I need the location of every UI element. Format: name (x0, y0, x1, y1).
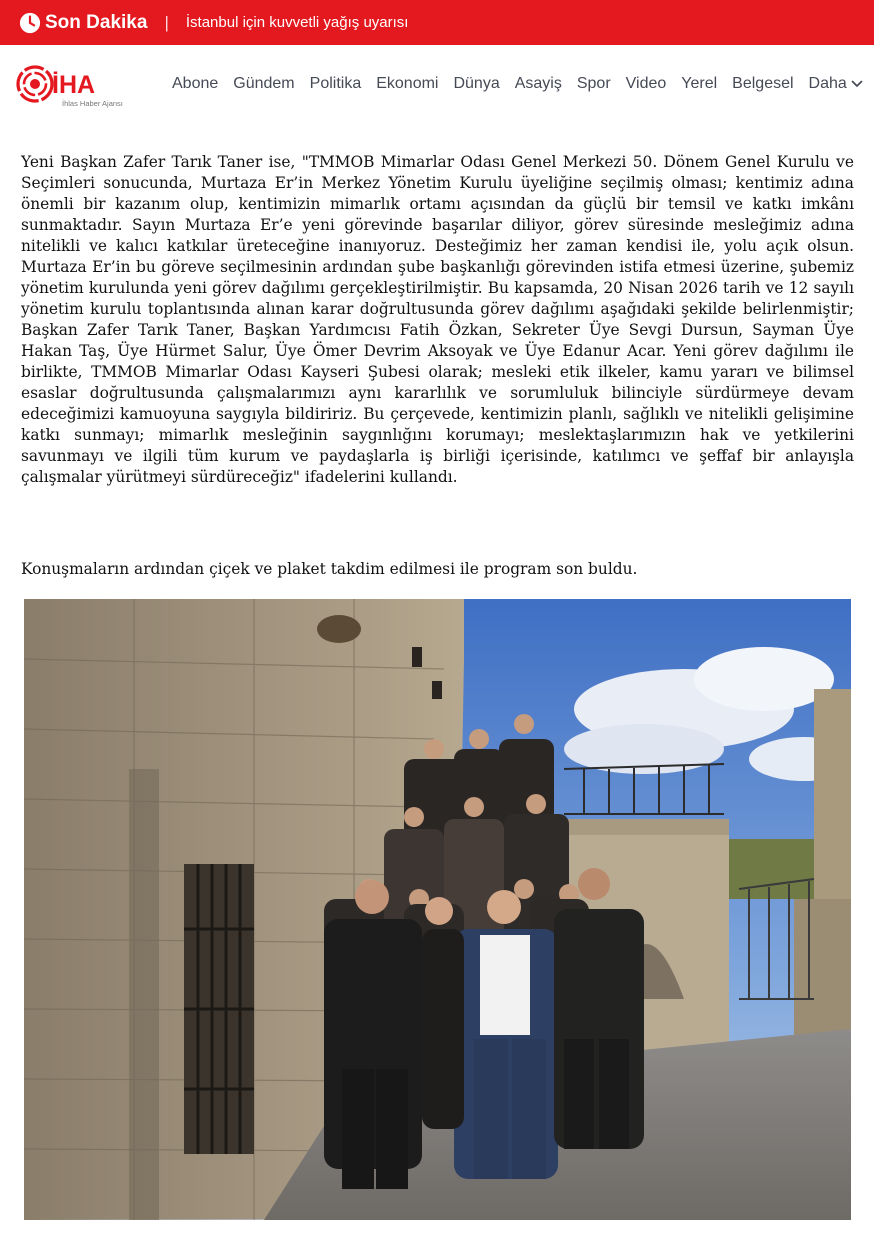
main-menu (172, 75, 874, 93)
nav-item-belgesel[interactable]: Belgesel (732, 75, 794, 92)
clock-icon (19, 12, 41, 34)
nav-item-asayis[interactable]: Asayiş (514, 75, 562, 92)
nav-item-ekonomi[interactable]: Ekonomi (376, 75, 439, 92)
iha-logo[interactable] (14, 62, 134, 108)
article-paragraph: Yeni Başkan Zafer Tarık Taner ise, "TMMOB Mimarlar Odası Genel Merkezi 50. Dönem Genel Kurulu ve Seçimleri sonucunda, Murtaza Er’in Merkez Yönetim Kurulu üyeliğine seçilmiş olması; kentimiz adına önemli bir kazanım olup, kentimizin mimarlık ortamı açısından da güçlü bir temsil ve katkı imkânı sunmaktadır. Sayın Murtaza Er’e yeni görevinde başarılar diliyor, görev süresinde mesleğimiz adına nitelikli ve kalıcı katkılar üreteceğine inanıyoruz. Desteğimiz her zaman kendisi ile, yolu açık olsun. Murtaza Er’in bu göreve seçilmesinin ardından şube başkanlığı görevinden istifa etmesi üzerine, şubemiz yönetim kurulunda yeni görev dağılımı gerçekleştirilmiştir. Bu kapsamda, 20 Nisan 2026 tarih ve 12 sayılı yönetim kurulu toplantısında alınan karar doğrultusunda görev dağılımı aşağıdaki şekilde belirlenmiştir; Başkan Zafer Tarık Taner, Başkan Yardımcısı Fatih Özkan, Sekreter Üye Sevgi Dursun, Sayman Üye Hakan Taş, Üye Hürmet Salur, Üye Ömer Devrim Aksoyak ve Üye Edanur Acar. Yeni görev dağılımı ile birlikte, TMMOB Mimarlar Odası Kayseri Şubesi olarak; mesleki etik ilkeler, kamu yararı ve bilimsel esaslar doğrultusunda çalışmalarımızı aynı kararlılık ve sorumluluk bilinciyle sürdürmeye devam edeceğimizi kamuoyuna saygıyla bildiririz. Bu çerçevede, kentimizin planlı, sağlıklı ve nitelikli gelişimine katkı sunmayı; mimarlık mesleğinin saygınlığını korumayı; meslektaşlarımızın hak ve yetkilerini savunmayı ve ilgili tüm kurum ve paydaşlarla iş birliği içerisinde, katılımcı ve şeffaf bir anlayışla çalışmalar yürütmeyi sürdüreceğiz" ifadelerini kullandı. (21, 153, 854, 486)
article-closing-sentence: Konuşmaların ardından çiçek ve plaket takdim edilmesi ile program son buldu. (21, 560, 638, 578)
nav-item-dunya[interactable]: Dünya (453, 75, 500, 92)
breaking-headline-link[interactable]: İstanbul için kuvvetli yağış uyarısı (185, 14, 409, 31)
breaking-label: Son Dakika (45, 11, 148, 33)
nav-more-label: Daha (808, 75, 847, 92)
site-header (0, 45, 874, 125)
nav-item-yerel[interactable]: Yerel (681, 75, 718, 92)
chevron-down-icon (851, 80, 863, 88)
nav-item-gundem[interactable]: Gündem (233, 75, 295, 92)
nav-item-video[interactable]: Video (625, 75, 667, 92)
nav-item-politika[interactable]: Politika (309, 75, 362, 92)
svg-text:İHA: İHA (52, 71, 96, 99)
group-photo (24, 599, 851, 1220)
svg-text:İhlas Haber Ajansı: İhlas Haber Ajansı (62, 99, 123, 108)
nav-item-spor[interactable]: Spor (576, 75, 611, 92)
breaking-news-bar[interactable] (0, 0, 874, 45)
breaking-separator: | (164, 12, 169, 32)
nav-item-abone[interactable]: Abone (172, 75, 219, 92)
nav-more-dropdown[interactable] (809, 75, 863, 93)
